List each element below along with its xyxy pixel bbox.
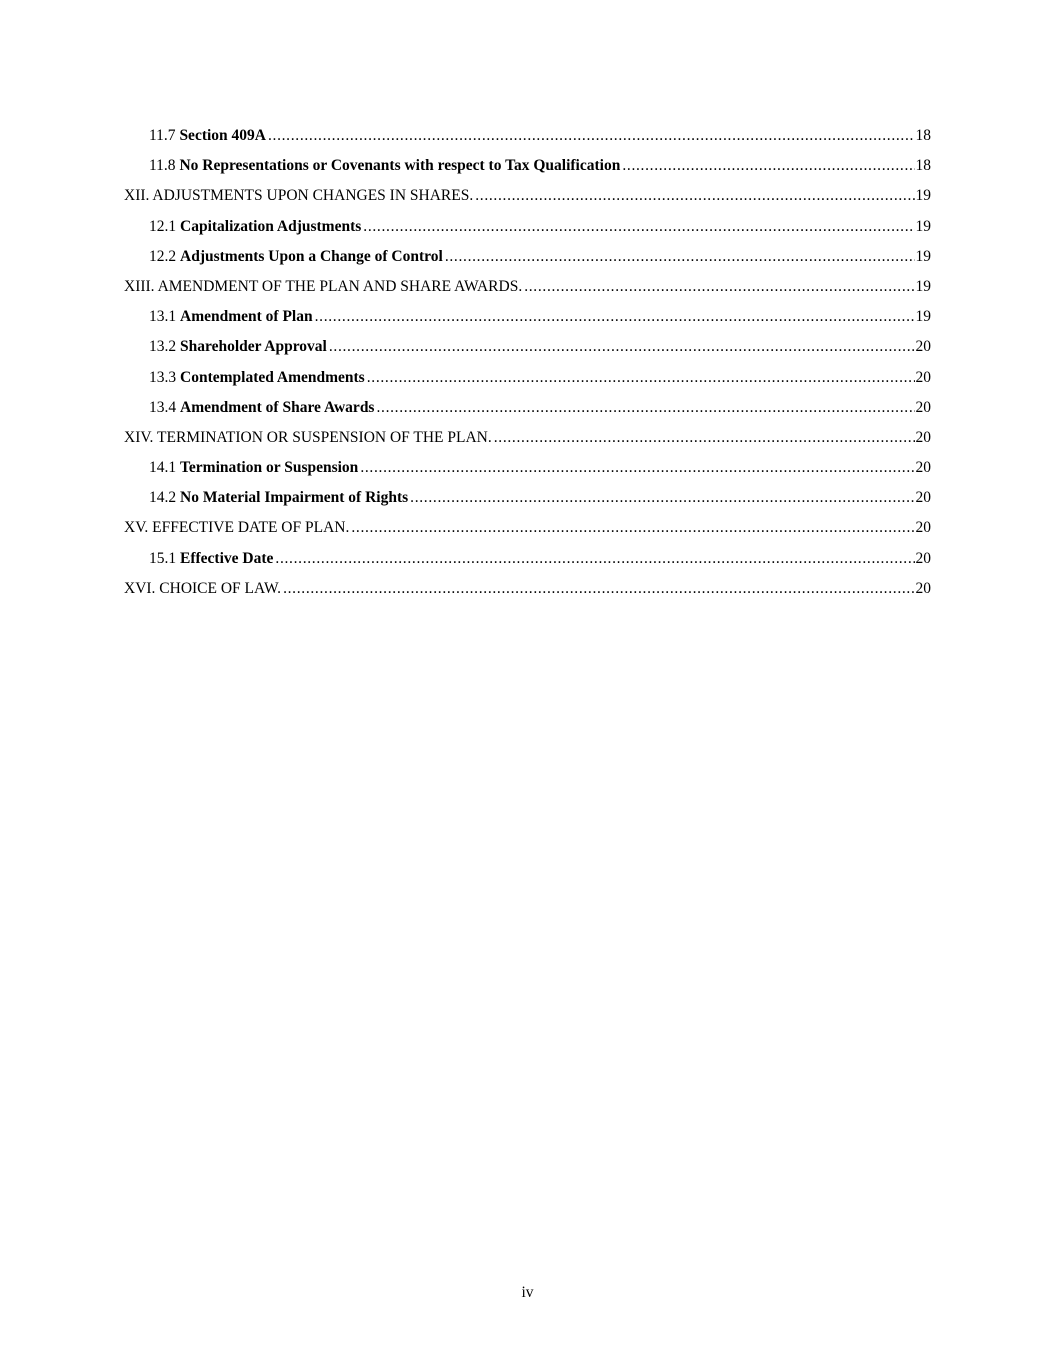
toc-entry bbox=[124, 151, 931, 181]
toc-section-number: 14.1 bbox=[149, 459, 177, 477]
toc-article-heading: XV. EFFECTIVE DATE OF PLAN. bbox=[124, 519, 350, 537]
toc-page-number: 18 bbox=[915, 127, 931, 144]
toc-entry bbox=[124, 393, 931, 423]
toc-page-number: 20 bbox=[915, 428, 931, 446]
toc-page-number: 20 bbox=[915, 368, 931, 386]
table-of-contents bbox=[124, 121, 931, 604]
page-number: iv bbox=[521, 1284, 534, 1301]
toc-article-entry bbox=[124, 272, 931, 302]
toc-page-number: 20 bbox=[915, 338, 931, 356]
toc-dot-leader bbox=[275, 544, 914, 574]
toc-entry bbox=[124, 242, 931, 272]
toc-article-entry bbox=[124, 574, 931, 604]
toc-dot-leader bbox=[410, 483, 914, 513]
toc-section-title: No Representations or Covenants with respect to Tax Qualification bbox=[179, 157, 621, 175]
toc-article-heading: XIII. AMENDMENT OF THE PLAN AND SHARE AWARDS. bbox=[124, 277, 523, 295]
toc-section-title: Adjustments Upon a Change of Control bbox=[180, 247, 443, 265]
toc-section-title: Amendment of Plan bbox=[180, 308, 313, 326]
toc-dot-leader bbox=[622, 151, 914, 181]
toc-entry bbox=[124, 302, 931, 332]
toc-article-entry bbox=[124, 423, 931, 453]
toc-dot-leader bbox=[524, 272, 914, 302]
toc-dot-leader bbox=[363, 212, 914, 242]
toc-dot-leader bbox=[351, 513, 914, 543]
toc-article-entry bbox=[124, 513, 931, 543]
toc-entry-text bbox=[149, 332, 327, 362]
toc-page-number: 18 bbox=[915, 157, 931, 175]
toc-page-number: 19 bbox=[915, 247, 931, 265]
toc-page-number: 20 bbox=[915, 579, 931, 597]
toc-section-title: Capitalization Adjustments bbox=[180, 217, 362, 235]
toc-dot-leader bbox=[494, 423, 915, 453]
toc-entry-text bbox=[149, 544, 273, 574]
toc-dot-leader bbox=[367, 363, 915, 393]
toc-section-title: Termination or Suspension bbox=[180, 459, 359, 477]
toc-section-number: 13.3 bbox=[149, 368, 177, 386]
toc-section-title: Section 409A bbox=[179, 127, 266, 144]
toc-dot-leader bbox=[475, 181, 914, 211]
toc-section-number: 12.1 bbox=[149, 217, 177, 235]
toc-entry bbox=[124, 483, 931, 513]
toc-entry-text bbox=[149, 363, 365, 393]
toc-section-title: No Material Impairment of Rights bbox=[180, 489, 409, 507]
toc-page-number: 20 bbox=[915, 489, 931, 507]
toc-page-number: 19 bbox=[915, 277, 931, 295]
toc-section-number: 11.7 bbox=[149, 127, 176, 144]
toc-page-number: 20 bbox=[915, 519, 931, 537]
toc-entry-text bbox=[149, 121, 266, 151]
toc-page-number: 20 bbox=[915, 549, 931, 567]
toc-dot-leader bbox=[329, 332, 915, 362]
toc-entry-text bbox=[149, 302, 313, 332]
toc-entry bbox=[124, 332, 931, 362]
toc-entry bbox=[124, 363, 931, 393]
toc-section-number: 13.2 bbox=[149, 338, 177, 356]
toc-section-number: 14.2 bbox=[149, 489, 177, 507]
toc-page-number: 19 bbox=[915, 187, 931, 205]
toc-entry-text bbox=[149, 393, 374, 423]
toc-dot-leader bbox=[268, 121, 915, 151]
toc-article-heading: XII. ADJUSTMENTS UPON CHANGES IN SHARES. bbox=[124, 187, 474, 205]
toc-entry-text bbox=[149, 453, 358, 483]
toc-section-number: 12.2 bbox=[149, 247, 177, 265]
toc-article-entry bbox=[124, 181, 931, 211]
toc-dot-leader bbox=[315, 302, 915, 332]
toc-section-title: Effective Date bbox=[180, 549, 274, 567]
toc-entry bbox=[124, 121, 931, 151]
toc-entry bbox=[124, 212, 931, 242]
toc-dot-leader bbox=[360, 453, 914, 483]
toc-page-number: 20 bbox=[915, 459, 931, 477]
toc-page-number: 20 bbox=[915, 398, 931, 416]
toc-section-title: Contemplated Amendments bbox=[180, 368, 365, 386]
toc-entry-text bbox=[149, 242, 443, 272]
toc-entry bbox=[124, 544, 931, 574]
toc-entry-text bbox=[149, 483, 408, 513]
toc-dot-leader bbox=[376, 393, 914, 423]
toc-section-title: Amendment of Share Awards bbox=[180, 398, 375, 416]
toc-page-number: 19 bbox=[915, 308, 931, 326]
toc-entry-text bbox=[149, 212, 361, 242]
toc-article-heading: XIV. TERMINATION OR SUSPENSION OF THE PLAN. bbox=[124, 428, 492, 446]
toc-section-number: 13.4 bbox=[149, 398, 177, 416]
toc-section-title: Shareholder Approval bbox=[180, 338, 327, 356]
toc-section-number: 11.8 bbox=[149, 157, 176, 175]
toc-entry bbox=[124, 453, 931, 483]
toc-section-number: 15.1 bbox=[149, 549, 177, 567]
toc-page-number: 19 bbox=[915, 217, 931, 235]
toc-article-heading: XVI. CHOICE OF LAW. bbox=[124, 579, 282, 597]
toc-dot-leader bbox=[445, 242, 915, 272]
toc-section-number: 13.1 bbox=[149, 308, 177, 326]
toc-dot-leader bbox=[283, 574, 914, 604]
toc-entry-text bbox=[149, 151, 620, 181]
